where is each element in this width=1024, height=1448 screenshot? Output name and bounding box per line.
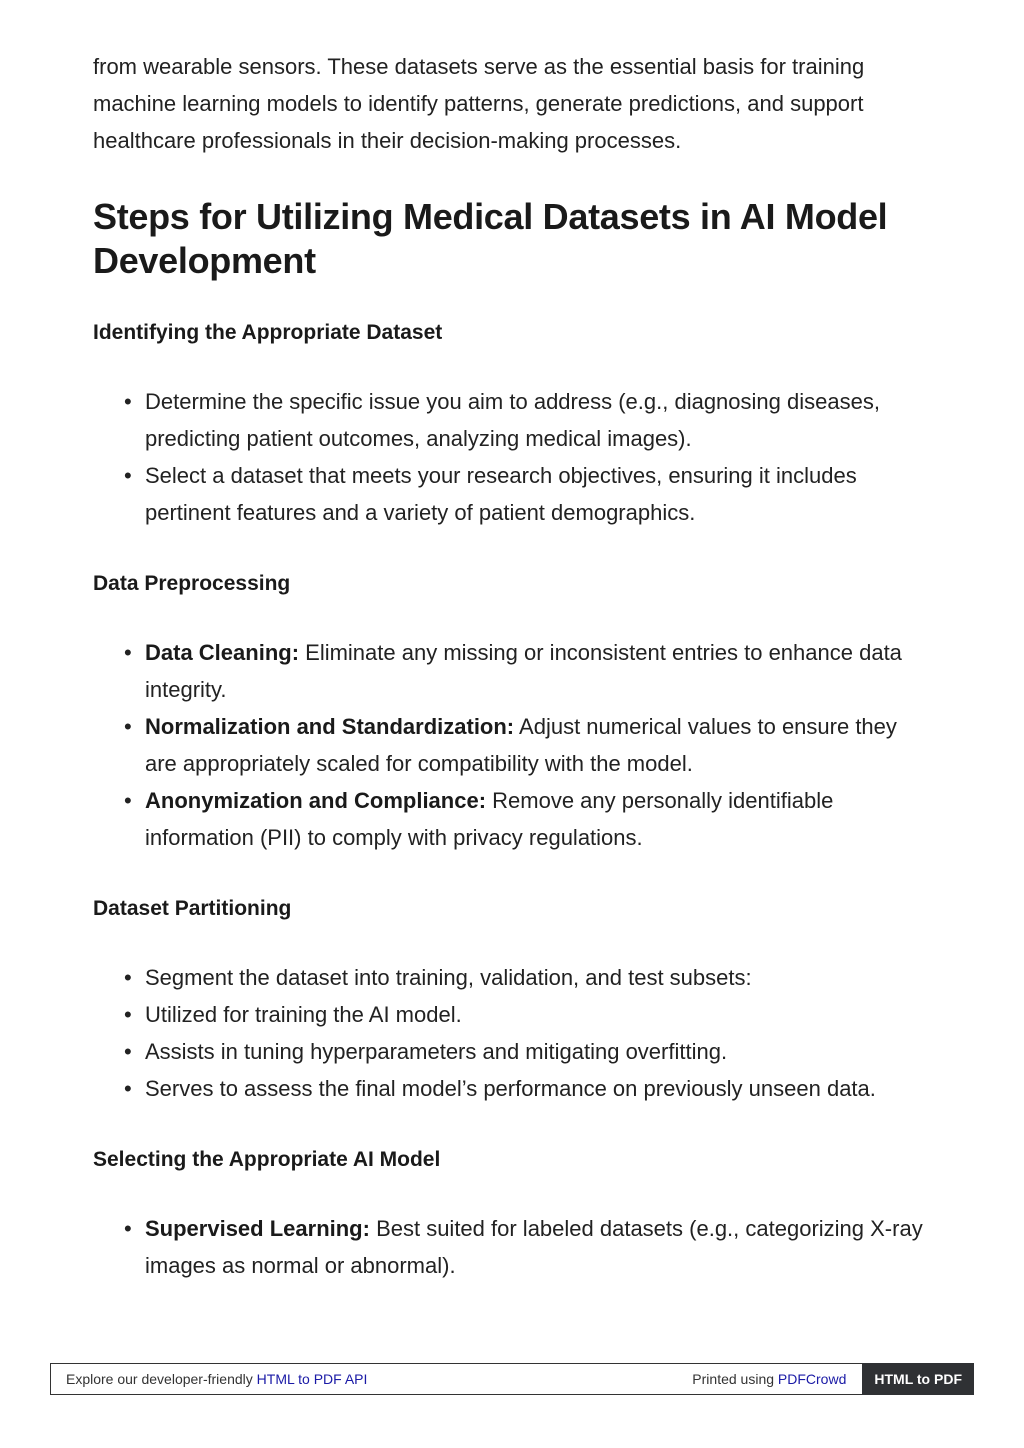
document-body [93,48,933,1284]
bullet-icon: • [124,640,132,665]
bullet-list [93,959,933,1107]
list-item: • Utilized for training the AI model. [145,996,933,1033]
subsection-title: Identifying the Appropriate Dataset [93,321,443,344]
bullet-list [93,383,933,531]
intro-paragraph: from wearable sensors. These datasets serve as the essential basis for training machine learning models to identify patterns, generate predictions, and support healthcare professionals in their decision-making processes. [93,54,865,153]
bullet-list [93,634,933,856]
bullet-icon: • [124,788,132,813]
list-item: • Serves to assess the final model’s performance on previously unseen data. [145,1070,933,1107]
list-item: • Select a dataset that meets your research objectives, ensuring it includes pertinent features and a variety of patient demographics. [145,457,933,531]
footer-promo-text: Explore our developer-friendly [66,1371,257,1387]
bullet-icon: • [124,965,132,990]
subsection-title: Dataset Partitioning [93,897,292,920]
list-item: • Segment the dataset into training, validation, and test subsets: [145,959,933,996]
list-item: • Determine the specific issue you aim to address (e.g., diagnosing diseases, predicting patient outcomes, analyzing medical images). [145,383,933,457]
bullet-icon: • [124,1002,132,1027]
list-item: • Supervised Learning: Best suited for labeled datasets (e.g., categorizing X-ray images as normal or abnormal). [145,1210,933,1284]
list-item: • Assists in tuning hyperparameters and mitigating overfitting. [145,1033,933,1070]
section-heading: Steps for Utilizing Medical Datasets in AI Model Development [93,196,888,281]
bullet-icon: • [124,1076,132,1101]
pdfcrowd-link[interactable]: PDFCrowd [777,1371,847,1387]
list-item: • Anonymization and Compliance: Remove any personally identifiable information (PII) to comply with privacy regulations. [145,782,933,856]
subsection-title: Selecting the Appropriate AI Model [93,1148,441,1171]
bullet-icon: • [124,463,132,488]
footer-printed-text: Printed using [692,1371,778,1387]
pdfcrowd-footer [50,1363,974,1395]
bullet-icon: • [124,1216,132,1241]
subsection-title: Data Preprocessing [93,572,291,595]
bullet-icon: • [124,714,132,739]
bullet-icon: • [124,389,132,414]
footer-left [51,1371,692,1387]
list-item: • Normalization and Standardization: Adjust numerical values to ensure they are appropriately scaled for compatibility with the model. [145,708,933,782]
footer-printed-using [692,1371,862,1387]
bullet-list [93,1210,933,1284]
list-item: • Data Cleaning: Eliminate any missing or inconsistent entries to enhance data integrity. [145,634,933,708]
html-to-pdf-button[interactable]: HTML to PDF [862,1363,974,1395]
bullet-icon: • [124,1039,132,1064]
html-to-pdf-api-link[interactable]: HTML to PDF API [256,1371,368,1387]
